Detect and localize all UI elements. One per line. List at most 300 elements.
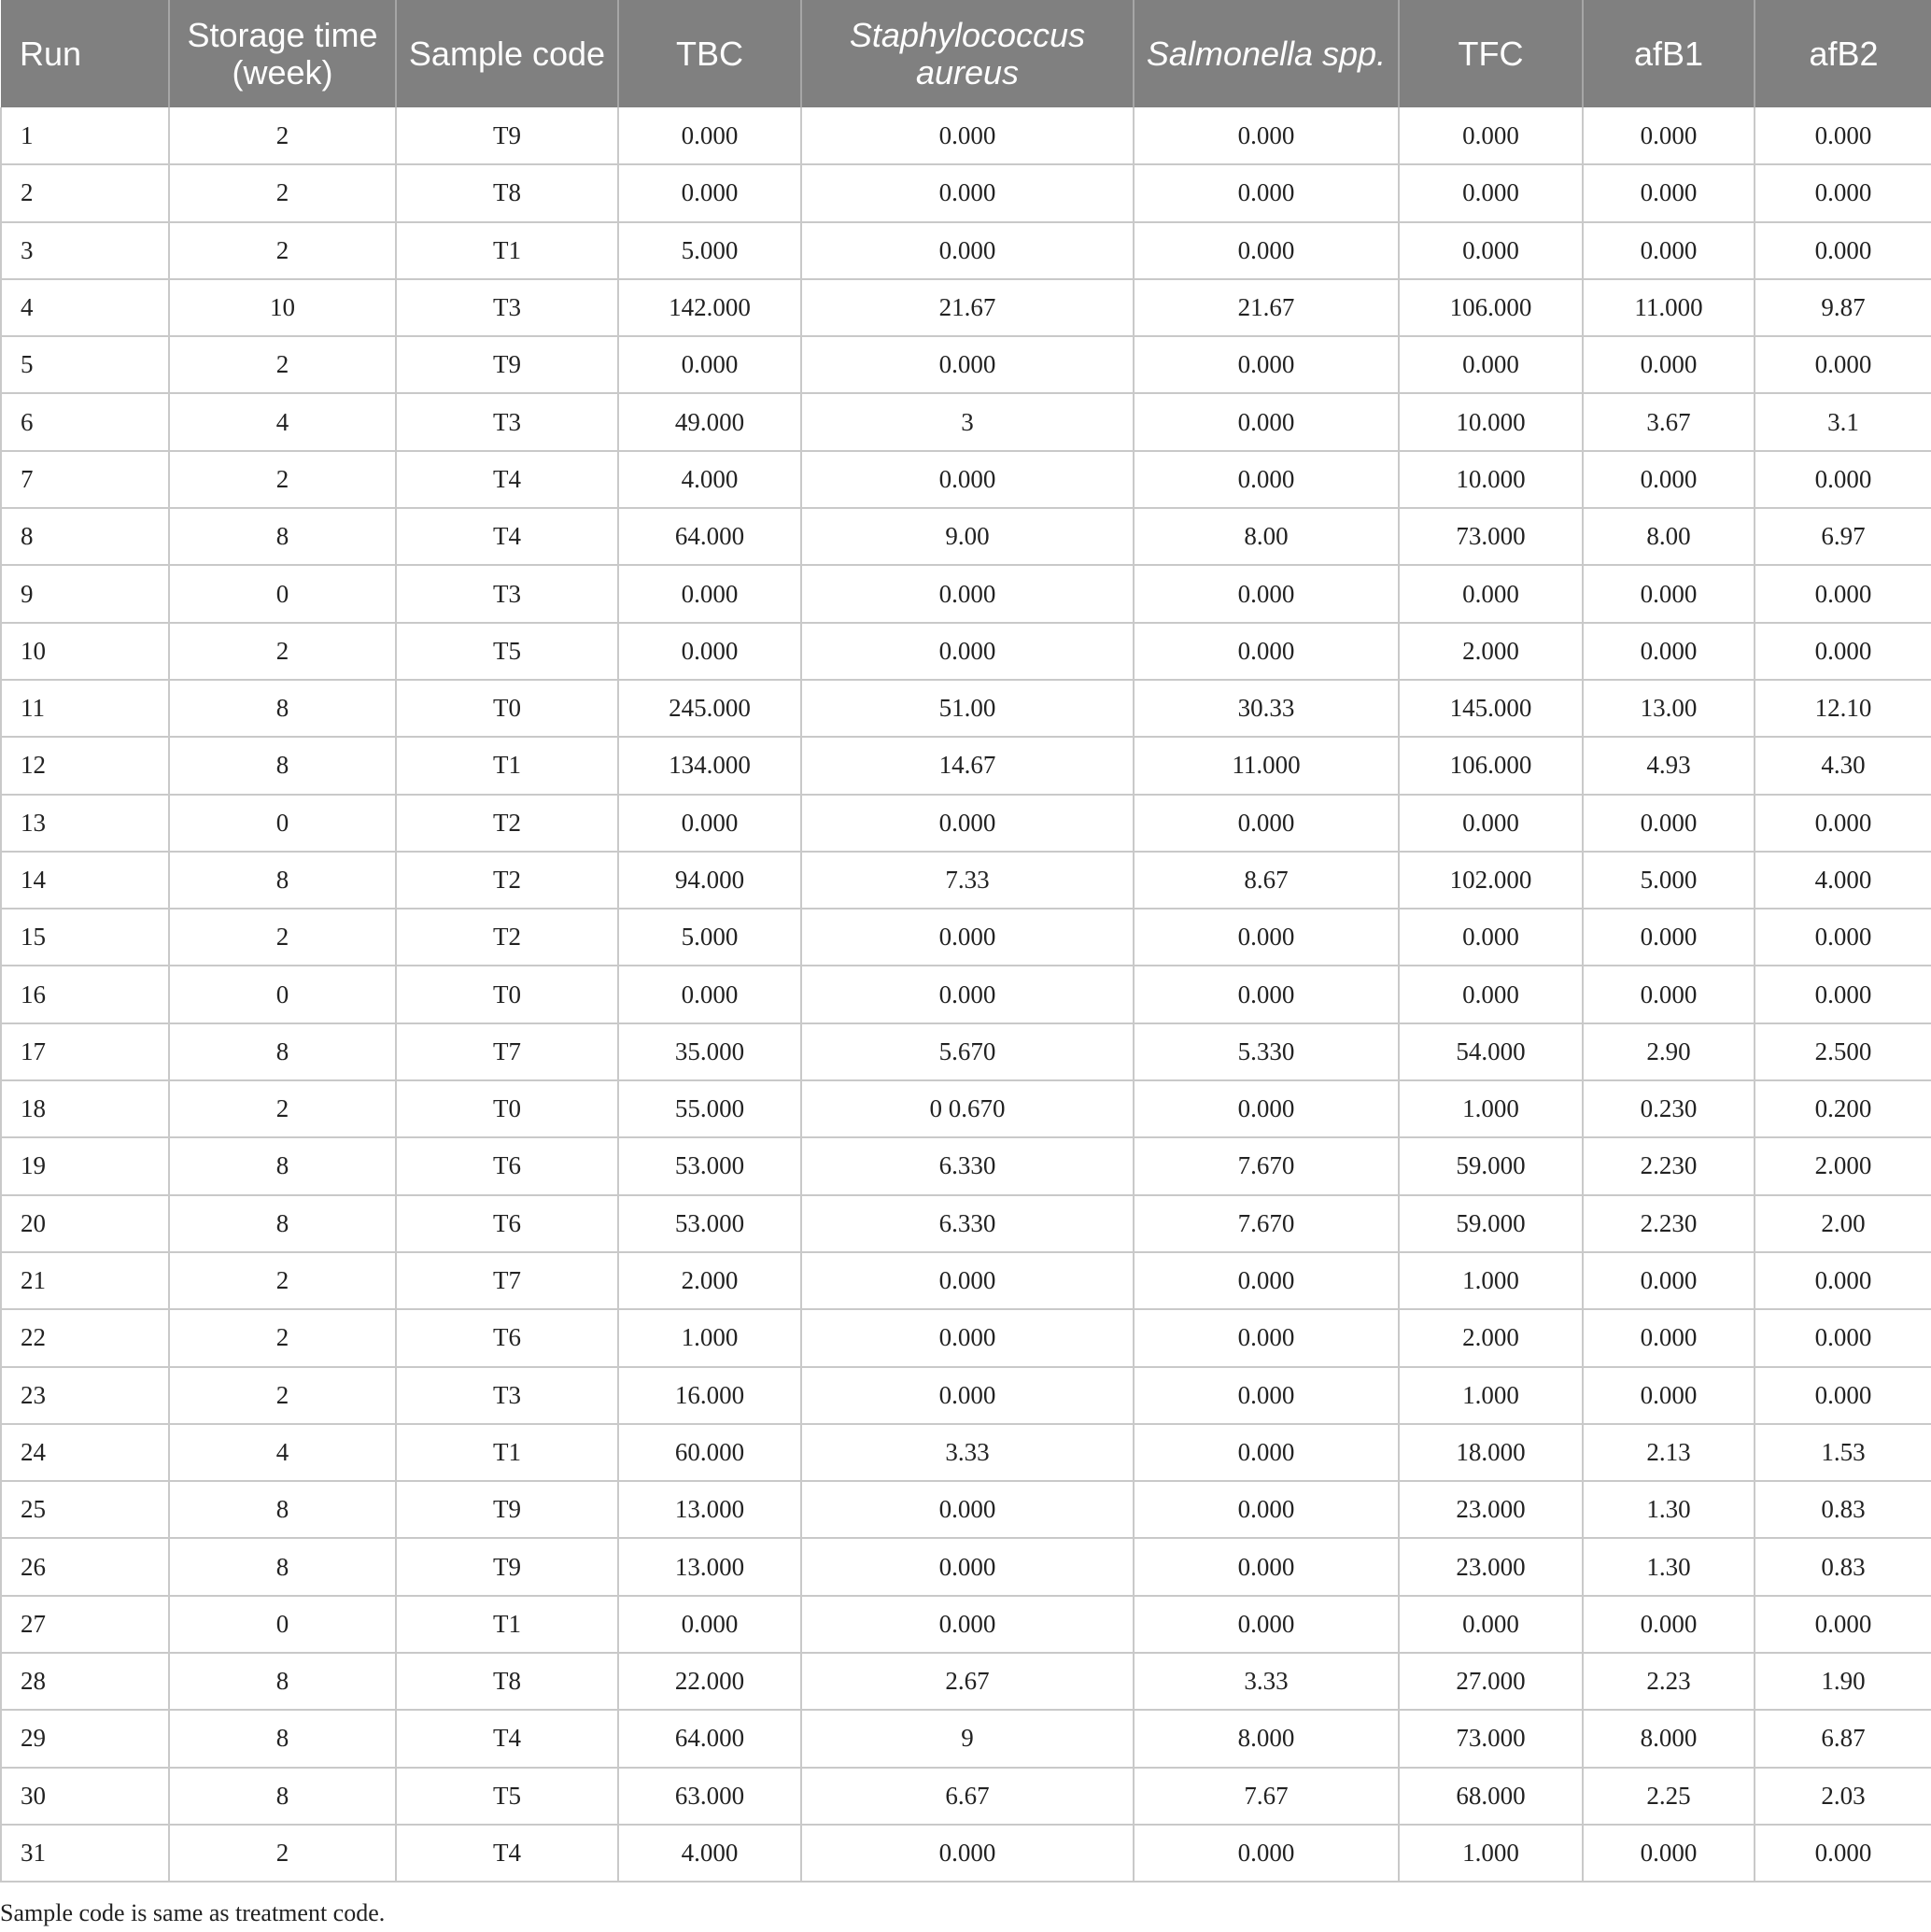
cell-tbc: 4.000 bbox=[618, 1825, 801, 1882]
cell-sample-code: T1 bbox=[396, 737, 618, 794]
cell-staphylococcus-aureus: 5.670 bbox=[801, 1023, 1134, 1080]
cell-tbc: 0.000 bbox=[618, 1596, 801, 1653]
cell-tbc: 22.000 bbox=[618, 1653, 801, 1710]
cell-afb1: 0.000 bbox=[1583, 1596, 1755, 1653]
table-row bbox=[1, 1023, 1931, 1080]
cell-tbc: 63.000 bbox=[618, 1768, 801, 1825]
cell-tbc: 245.000 bbox=[618, 680, 801, 737]
cell-storage-time: 2 bbox=[169, 336, 396, 393]
cell-tbc: 53.000 bbox=[618, 1137, 801, 1194]
table-row bbox=[1, 336, 1931, 393]
table-row bbox=[1, 164, 1931, 221]
cell-afb1: 0.000 bbox=[1583, 565, 1755, 622]
cell-storage-time: 8 bbox=[169, 1653, 396, 1710]
cell-afb2: 0.83 bbox=[1755, 1481, 1931, 1538]
cell-tfc: 0.000 bbox=[1399, 222, 1583, 279]
cell-staphylococcus-aureus: 0.000 bbox=[801, 1825, 1134, 1882]
cell-tbc: 0.000 bbox=[618, 795, 801, 852]
cell-afb2: 6.87 bbox=[1755, 1710, 1931, 1767]
cell-tbc: 0.000 bbox=[618, 623, 801, 680]
cell-sample-code: T2 bbox=[396, 852, 618, 909]
cell-afb1: 0.000 bbox=[1583, 1252, 1755, 1309]
cell-tfc: 10.000 bbox=[1399, 393, 1583, 450]
cell-run: 14 bbox=[1, 852, 169, 909]
cell-sample-code: T9 bbox=[396, 107, 618, 164]
cell-staphylococcus-aureus: 0.000 bbox=[801, 222, 1134, 279]
cell-tfc: 1.000 bbox=[1399, 1367, 1583, 1424]
cell-salmonella: 11.000 bbox=[1134, 737, 1399, 794]
table-row bbox=[1, 279, 1931, 336]
cell-sample-code: T4 bbox=[396, 1710, 618, 1767]
table-row bbox=[1, 222, 1931, 279]
table-row bbox=[1, 623, 1931, 680]
cell-afb2: 12.10 bbox=[1755, 680, 1931, 737]
cell-run: 9 bbox=[1, 565, 169, 622]
header-afb2: afB2 bbox=[1755, 0, 1931, 107]
cell-afb2: 2.500 bbox=[1755, 1023, 1931, 1080]
cell-tfc: 102.000 bbox=[1399, 852, 1583, 909]
cell-salmonella: 0.000 bbox=[1134, 336, 1399, 393]
cell-afb1: 11.000 bbox=[1583, 279, 1755, 336]
cell-sample-code: T5 bbox=[396, 1768, 618, 1825]
cell-tfc: 10.000 bbox=[1399, 451, 1583, 508]
cell-afb1: 8.000 bbox=[1583, 1710, 1755, 1767]
cell-sample-code: T1 bbox=[396, 1596, 618, 1653]
cell-afb1: 0.000 bbox=[1583, 164, 1755, 221]
cell-afb2: 0.000 bbox=[1755, 909, 1931, 966]
cell-run: 30 bbox=[1, 1768, 169, 1825]
cell-staphylococcus-aureus: 0.000 bbox=[801, 164, 1134, 221]
cell-salmonella: 0.000 bbox=[1134, 1080, 1399, 1137]
cell-salmonella: 0.000 bbox=[1134, 1596, 1399, 1653]
cell-staphylococcus-aureus: 2.67 bbox=[801, 1653, 1134, 1710]
cell-afb1: 0.000 bbox=[1583, 795, 1755, 852]
cell-run: 4 bbox=[1, 279, 169, 336]
cell-run: 12 bbox=[1, 737, 169, 794]
cell-run: 18 bbox=[1, 1080, 169, 1137]
cell-afb1: 4.93 bbox=[1583, 737, 1755, 794]
cell-storage-time: 2 bbox=[169, 164, 396, 221]
cell-staphylococcus-aureus: 0.000 bbox=[801, 909, 1134, 966]
cell-sample-code: T8 bbox=[396, 164, 618, 221]
cell-tfc: 59.000 bbox=[1399, 1195, 1583, 1252]
cell-storage-time: 8 bbox=[169, 1137, 396, 1194]
cell-salmonella: 0.000 bbox=[1134, 164, 1399, 221]
cell-afb2: 2.00 bbox=[1755, 1195, 1931, 1252]
cell-salmonella: 0.000 bbox=[1134, 909, 1399, 966]
cell-staphylococcus-aureus: 51.00 bbox=[801, 680, 1134, 737]
cell-tfc: 73.000 bbox=[1399, 508, 1583, 565]
header-row bbox=[1, 0, 1931, 107]
cell-staphylococcus-aureus: 14.67 bbox=[801, 737, 1134, 794]
cell-staphylococcus-aureus: 6.330 bbox=[801, 1195, 1134, 1252]
cell-tfc: 145.000 bbox=[1399, 680, 1583, 737]
cell-tfc: 0.000 bbox=[1399, 164, 1583, 221]
cell-run: 6 bbox=[1, 393, 169, 450]
cell-run: 21 bbox=[1, 1252, 169, 1309]
cell-storage-time: 0 bbox=[169, 565, 396, 622]
cell-tbc: 2.000 bbox=[618, 1252, 801, 1309]
cell-tfc: 1.000 bbox=[1399, 1825, 1583, 1882]
cell-run: 27 bbox=[1, 1596, 169, 1653]
cell-tbc: 0.000 bbox=[618, 164, 801, 221]
cell-staphylococcus-aureus: 6.67 bbox=[801, 1768, 1134, 1825]
cell-run: 10 bbox=[1, 623, 169, 680]
cell-salmonella: 0.000 bbox=[1134, 1481, 1399, 1538]
cell-tfc: 18.000 bbox=[1399, 1424, 1583, 1481]
header-sample-code: Sample code bbox=[396, 0, 618, 107]
table-row bbox=[1, 393, 1931, 450]
cell-run: 11 bbox=[1, 680, 169, 737]
cell-salmonella: 0.000 bbox=[1134, 222, 1399, 279]
table-row bbox=[1, 966, 1931, 1022]
table-row bbox=[1, 680, 1931, 737]
table-row bbox=[1, 1424, 1931, 1481]
cell-afb1: 2.23 bbox=[1583, 1653, 1755, 1710]
cell-staphylococcus-aureus: 3 bbox=[801, 393, 1134, 450]
cell-tfc: 2.000 bbox=[1399, 1309, 1583, 1366]
cell-salmonella: 21.67 bbox=[1134, 279, 1399, 336]
cell-run: 23 bbox=[1, 1367, 169, 1424]
cell-sample-code: T1 bbox=[396, 222, 618, 279]
cell-storage-time: 8 bbox=[169, 1195, 396, 1252]
cell-salmonella: 8.00 bbox=[1134, 508, 1399, 565]
cell-storage-time: 2 bbox=[169, 1080, 396, 1137]
cell-storage-time: 2 bbox=[169, 1309, 396, 1366]
cell-staphylococcus-aureus: 0.000 bbox=[801, 451, 1134, 508]
cell-tbc: 0.000 bbox=[618, 336, 801, 393]
cell-tbc: 49.000 bbox=[618, 393, 801, 450]
cell-salmonella: 0.000 bbox=[1134, 623, 1399, 680]
cell-staphylococcus-aureus: 0.000 bbox=[801, 107, 1134, 164]
cell-sample-code: T6 bbox=[396, 1195, 618, 1252]
cell-run: 5 bbox=[1, 336, 169, 393]
cell-storage-time: 8 bbox=[169, 737, 396, 794]
cell-storage-time: 8 bbox=[169, 1710, 396, 1767]
cell-sample-code: T4 bbox=[396, 508, 618, 565]
cell-salmonella: 0.000 bbox=[1134, 451, 1399, 508]
header-tfc: TFC bbox=[1399, 0, 1583, 107]
cell-sample-code: T2 bbox=[396, 909, 618, 966]
cell-afb2: 0.000 bbox=[1755, 451, 1931, 508]
table-row bbox=[1, 1710, 1931, 1767]
header-run: Run bbox=[1, 0, 169, 107]
cell-sample-code: T7 bbox=[396, 1252, 618, 1309]
cell-staphylococcus-aureus: 0.000 bbox=[801, 966, 1134, 1022]
cell-run: 29 bbox=[1, 1710, 169, 1767]
cell-tbc: 94.000 bbox=[618, 852, 801, 909]
cell-tbc: 5.000 bbox=[618, 222, 801, 279]
cell-afb1: 0.230 bbox=[1583, 1080, 1755, 1137]
cell-tfc: 68.000 bbox=[1399, 1768, 1583, 1825]
cell-storage-time: 2 bbox=[169, 1367, 396, 1424]
cell-sample-code: T0 bbox=[396, 1080, 618, 1137]
cell-sample-code: T6 bbox=[396, 1309, 618, 1366]
cell-tfc: 23.000 bbox=[1399, 1481, 1583, 1538]
cell-tbc: 0.000 bbox=[618, 565, 801, 622]
cell-tbc: 1.000 bbox=[618, 1309, 801, 1366]
cell-tfc: 73.000 bbox=[1399, 1710, 1583, 1767]
cell-run: 1 bbox=[1, 107, 169, 164]
cell-afb2: 3.1 bbox=[1755, 393, 1931, 450]
cell-afb1: 1.30 bbox=[1583, 1538, 1755, 1595]
cell-staphylococcus-aureus: 0 0.670 bbox=[801, 1080, 1134, 1137]
cell-storage-time: 8 bbox=[169, 1768, 396, 1825]
cell-tfc: 23.000 bbox=[1399, 1538, 1583, 1595]
table-row bbox=[1, 1252, 1931, 1309]
header-afb1: afB1 bbox=[1583, 0, 1755, 107]
cell-salmonella: 7.670 bbox=[1134, 1137, 1399, 1194]
cell-run: 15 bbox=[1, 909, 169, 966]
cell-afb2: 0.200 bbox=[1755, 1080, 1931, 1137]
cell-afb1: 0.000 bbox=[1583, 1367, 1755, 1424]
cell-tfc: 0.000 bbox=[1399, 966, 1583, 1022]
cell-run: 7 bbox=[1, 451, 169, 508]
cell-tbc: 64.000 bbox=[618, 508, 801, 565]
table-row bbox=[1, 737, 1931, 794]
cell-sample-code: T9 bbox=[396, 1481, 618, 1538]
header-salmonella: Salmonella spp. bbox=[1134, 0, 1399, 107]
cell-afb2: 0.000 bbox=[1755, 222, 1931, 279]
cell-sample-code: T3 bbox=[396, 279, 618, 336]
table-row bbox=[1, 107, 1931, 164]
cell-afb2: 0.000 bbox=[1755, 336, 1931, 393]
cell-salmonella: 0.000 bbox=[1134, 393, 1399, 450]
cell-staphylococcus-aureus: 3.33 bbox=[801, 1424, 1134, 1481]
cell-storage-time: 0 bbox=[169, 795, 396, 852]
cell-salmonella: 30.33 bbox=[1134, 680, 1399, 737]
table-row bbox=[1, 1195, 1931, 1252]
table-row bbox=[1, 1596, 1931, 1653]
cell-tbc: 16.000 bbox=[618, 1367, 801, 1424]
cell-staphylococcus-aureus: 9.00 bbox=[801, 508, 1134, 565]
cell-afb1: 2.13 bbox=[1583, 1424, 1755, 1481]
cell-afb1: 0.000 bbox=[1583, 222, 1755, 279]
cell-sample-code: T7 bbox=[396, 1023, 618, 1080]
cell-storage-time: 2 bbox=[169, 623, 396, 680]
cell-tfc: 1.000 bbox=[1399, 1252, 1583, 1309]
cell-tfc: 0.000 bbox=[1399, 795, 1583, 852]
cell-afb1: 2.230 bbox=[1583, 1195, 1755, 1252]
cell-run: 16 bbox=[1, 966, 169, 1022]
table-row bbox=[1, 565, 1931, 622]
cell-afb2: 2.03 bbox=[1755, 1768, 1931, 1825]
cell-salmonella: 7.670 bbox=[1134, 1195, 1399, 1252]
cell-run: 26 bbox=[1, 1538, 169, 1595]
cell-sample-code: T3 bbox=[396, 1367, 618, 1424]
table-row bbox=[1, 1481, 1931, 1538]
cell-sample-code: T4 bbox=[396, 451, 618, 508]
cell-tfc: 2.000 bbox=[1399, 623, 1583, 680]
cell-staphylococcus-aureus: 0.000 bbox=[801, 1481, 1134, 1538]
table-row bbox=[1, 451, 1931, 508]
cell-salmonella: 5.330 bbox=[1134, 1023, 1399, 1080]
cell-afb2: 1.90 bbox=[1755, 1653, 1931, 1710]
cell-sample-code: T0 bbox=[396, 966, 618, 1022]
cell-storage-time: 2 bbox=[169, 107, 396, 164]
cell-salmonella: 0.000 bbox=[1134, 1424, 1399, 1481]
cell-tbc: 13.000 bbox=[618, 1538, 801, 1595]
table-row bbox=[1, 1653, 1931, 1710]
cell-tbc: 55.000 bbox=[618, 1080, 801, 1137]
cell-run: 13 bbox=[1, 795, 169, 852]
cell-sample-code: T9 bbox=[396, 336, 618, 393]
cell-afb1: 13.00 bbox=[1583, 680, 1755, 737]
cell-afb1: 2.230 bbox=[1583, 1137, 1755, 1194]
cell-tfc: 0.000 bbox=[1399, 107, 1583, 164]
table-row bbox=[1, 795, 1931, 852]
cell-tfc: 106.000 bbox=[1399, 279, 1583, 336]
cell-salmonella: 0.000 bbox=[1134, 1252, 1399, 1309]
cell-afb1: 0.000 bbox=[1583, 1825, 1755, 1882]
header-staphylococcus-aureus: Staphylococcus aureus bbox=[801, 0, 1134, 107]
cell-staphylococcus-aureus: 6.330 bbox=[801, 1137, 1134, 1194]
cell-storage-time: 8 bbox=[169, 1481, 396, 1538]
cell-tfc: 54.000 bbox=[1399, 1023, 1583, 1080]
cell-tbc: 142.000 bbox=[618, 279, 801, 336]
cell-afb1: 3.67 bbox=[1583, 393, 1755, 450]
cell-afb2: 0.000 bbox=[1755, 164, 1931, 221]
cell-storage-time: 2 bbox=[169, 451, 396, 508]
cell-staphylococcus-aureus: 9 bbox=[801, 1710, 1134, 1767]
cell-staphylococcus-aureus: 0.000 bbox=[801, 1596, 1134, 1653]
table-row bbox=[1, 1137, 1931, 1194]
cell-tbc: 64.000 bbox=[618, 1710, 801, 1767]
cell-storage-time: 0 bbox=[169, 966, 396, 1022]
cell-afb1: 0.000 bbox=[1583, 909, 1755, 966]
cell-staphylococcus-aureus: 0.000 bbox=[801, 1538, 1134, 1595]
cell-storage-time: 0 bbox=[169, 1596, 396, 1653]
cell-run: 24 bbox=[1, 1424, 169, 1481]
cell-afb2: 0.000 bbox=[1755, 565, 1931, 622]
cell-afb2: 0.000 bbox=[1755, 966, 1931, 1022]
cell-run: 2 bbox=[1, 164, 169, 221]
cell-tfc: 27.000 bbox=[1399, 1653, 1583, 1710]
cell-afb2: 1.53 bbox=[1755, 1424, 1931, 1481]
table-body bbox=[1, 107, 1931, 1882]
cell-afb2: 0.000 bbox=[1755, 795, 1931, 852]
cell-afb2: 0.000 bbox=[1755, 1596, 1931, 1653]
cell-salmonella: 0.000 bbox=[1134, 1825, 1399, 1882]
cell-staphylococcus-aureus: 0.000 bbox=[801, 1367, 1134, 1424]
cell-staphylococcus-aureus: 0.000 bbox=[801, 1252, 1134, 1309]
cell-afb1: 0.000 bbox=[1583, 1309, 1755, 1366]
cell-tbc: 134.000 bbox=[618, 737, 801, 794]
cell-sample-code: T8 bbox=[396, 1653, 618, 1710]
cell-afb1: 0.000 bbox=[1583, 107, 1755, 164]
cell-afb1: 0.000 bbox=[1583, 336, 1755, 393]
cell-tbc: 5.000 bbox=[618, 909, 801, 966]
cell-tfc: 59.000 bbox=[1399, 1137, 1583, 1194]
cell-salmonella: 3.33 bbox=[1134, 1653, 1399, 1710]
cell-tbc: 0.000 bbox=[618, 966, 801, 1022]
cell-sample-code: T2 bbox=[396, 795, 618, 852]
cell-salmonella: 0.000 bbox=[1134, 565, 1399, 622]
cell-tfc: 0.000 bbox=[1399, 1596, 1583, 1653]
cell-storage-time: 8 bbox=[169, 680, 396, 737]
cell-sample-code: T3 bbox=[396, 565, 618, 622]
cell-sample-code: T0 bbox=[396, 680, 618, 737]
header-tbc: TBC bbox=[618, 0, 801, 107]
cell-run: 17 bbox=[1, 1023, 169, 1080]
cell-afb1: 2.25 bbox=[1583, 1768, 1755, 1825]
cell-tbc: 53.000 bbox=[618, 1195, 801, 1252]
cell-salmonella: 0.000 bbox=[1134, 1309, 1399, 1366]
cell-storage-time: 4 bbox=[169, 393, 396, 450]
cell-tbc: 0.000 bbox=[618, 107, 801, 164]
cell-run: 25 bbox=[1, 1481, 169, 1538]
cell-salmonella: 7.67 bbox=[1134, 1768, 1399, 1825]
cell-tfc: 1.000 bbox=[1399, 1080, 1583, 1137]
cell-afb2: 9.87 bbox=[1755, 279, 1931, 336]
cell-tfc: 0.000 bbox=[1399, 565, 1583, 622]
cell-afb1: 8.00 bbox=[1583, 508, 1755, 565]
cell-afb1: 0.000 bbox=[1583, 623, 1755, 680]
header-storage-time: Storage time (week) bbox=[169, 0, 396, 107]
cell-staphylococcus-aureus: 7.33 bbox=[801, 852, 1134, 909]
cell-tbc: 35.000 bbox=[618, 1023, 801, 1080]
cell-staphylococcus-aureus: 0.000 bbox=[801, 565, 1134, 622]
cell-afb2: 2.000 bbox=[1755, 1137, 1931, 1194]
cell-afb1: 2.90 bbox=[1583, 1023, 1755, 1080]
cell-salmonella: 0.000 bbox=[1134, 1367, 1399, 1424]
table-row bbox=[1, 1768, 1931, 1825]
cell-sample-code: T4 bbox=[396, 1825, 618, 1882]
table-row bbox=[1, 508, 1931, 565]
table-row bbox=[1, 852, 1931, 909]
cell-salmonella: 0.000 bbox=[1134, 966, 1399, 1022]
table-row bbox=[1, 1538, 1931, 1595]
cell-storage-time: 2 bbox=[169, 1825, 396, 1882]
cell-afb2: 0.83 bbox=[1755, 1538, 1931, 1595]
cell-run: 22 bbox=[1, 1309, 169, 1366]
cell-run: 28 bbox=[1, 1653, 169, 1710]
cell-storage-time: 8 bbox=[169, 508, 396, 565]
cell-salmonella: 0.000 bbox=[1134, 107, 1399, 164]
cell-tbc: 4.000 bbox=[618, 451, 801, 508]
cell-storage-time: 2 bbox=[169, 1252, 396, 1309]
cell-salmonella: 8.000 bbox=[1134, 1710, 1399, 1767]
cell-sample-code: T1 bbox=[396, 1424, 618, 1481]
cell-afb1: 0.000 bbox=[1583, 966, 1755, 1022]
cell-afb1: 0.000 bbox=[1583, 451, 1755, 508]
cell-storage-time: 8 bbox=[169, 1023, 396, 1080]
table-row bbox=[1, 1080, 1931, 1137]
cell-sample-code: T5 bbox=[396, 623, 618, 680]
cell-storage-time: 10 bbox=[169, 279, 396, 336]
cell-run: 31 bbox=[1, 1825, 169, 1882]
cell-tfc: 0.000 bbox=[1399, 336, 1583, 393]
cell-salmonella: 0.000 bbox=[1134, 1538, 1399, 1595]
cell-afb2: 4.30 bbox=[1755, 737, 1931, 794]
cell-run: 20 bbox=[1, 1195, 169, 1252]
table-row bbox=[1, 909, 1931, 966]
cell-tbc: 13.000 bbox=[618, 1481, 801, 1538]
table-row bbox=[1, 1825, 1931, 1882]
cell-storage-time: 4 bbox=[169, 1424, 396, 1481]
cell-storage-time: 8 bbox=[169, 852, 396, 909]
cell-afb1: 5.000 bbox=[1583, 852, 1755, 909]
cell-afb1: 1.30 bbox=[1583, 1481, 1755, 1538]
cell-staphylococcus-aureus: 0.000 bbox=[801, 336, 1134, 393]
cell-storage-time: 2 bbox=[169, 222, 396, 279]
cell-tfc: 106.000 bbox=[1399, 737, 1583, 794]
cell-afb2: 0.000 bbox=[1755, 1825, 1931, 1882]
cell-afb2: 6.97 bbox=[1755, 508, 1931, 565]
cell-storage-time: 2 bbox=[169, 909, 396, 966]
table-row bbox=[1, 1309, 1931, 1366]
cell-salmonella: 0.000 bbox=[1134, 795, 1399, 852]
